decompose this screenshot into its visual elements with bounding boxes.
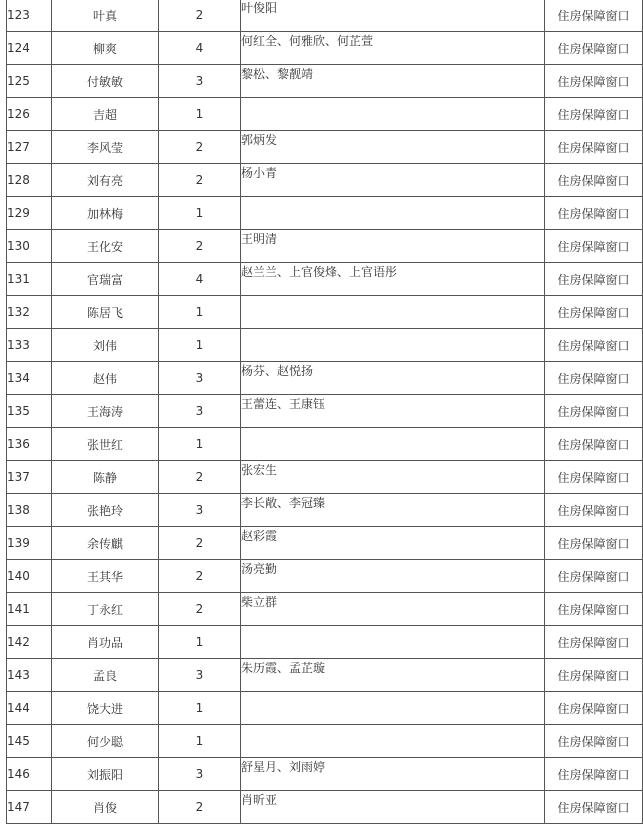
household-count-cell: 1 bbox=[159, 692, 241, 725]
table-row bbox=[7, 758, 643, 791]
applicant-table bbox=[6, 0, 643, 824]
family-members-cell: 赵兰兰、上官俊烽、上官语彤 bbox=[241, 263, 545, 296]
row-number-cell: 141 bbox=[7, 593, 52, 626]
service-window-cell: 住房保障窗口 bbox=[545, 560, 643, 593]
row-number-cell: 145 bbox=[7, 725, 52, 758]
row-number-cell: 128 bbox=[7, 164, 52, 197]
household-count-cell: 1 bbox=[159, 197, 241, 230]
service-window-cell: 住房保障窗口 bbox=[545, 98, 643, 131]
table-row bbox=[7, 659, 643, 692]
family-members-cell: 杨小青 bbox=[241, 164, 545, 197]
household-count-cell: 1 bbox=[159, 98, 241, 131]
table-row bbox=[7, 98, 643, 131]
family-members-cell: 肖昕亚 bbox=[241, 791, 545, 824]
service-window-cell: 住房保障窗口 bbox=[545, 362, 643, 395]
table-row bbox=[7, 296, 643, 329]
applicant-name-cell: 吉超 bbox=[52, 98, 159, 131]
row-number-cell: 123 bbox=[7, 0, 52, 32]
applicant-name-cell: 王海涛 bbox=[52, 395, 159, 428]
household-count-cell: 1 bbox=[159, 626, 241, 659]
household-count-cell: 4 bbox=[159, 32, 241, 65]
family-members-cell bbox=[241, 692, 545, 725]
applicant-name-cell: 王其华 bbox=[52, 560, 159, 593]
applicant-name-cell: 肖俊 bbox=[52, 791, 159, 824]
family-members-cell: 张宏生 bbox=[241, 461, 545, 494]
table-row bbox=[7, 0, 643, 32]
applicant-name-cell: 余传麒 bbox=[52, 527, 159, 560]
household-count-cell: 2 bbox=[159, 461, 241, 494]
row-number-cell: 124 bbox=[7, 32, 52, 65]
table-row bbox=[7, 527, 643, 560]
service-window-cell: 住房保障窗口 bbox=[545, 758, 643, 791]
applicant-name-cell: 刘振阳 bbox=[52, 758, 159, 791]
service-window-cell: 住房保障窗口 bbox=[545, 164, 643, 197]
table-row bbox=[7, 197, 643, 230]
service-window-cell: 住房保障窗口 bbox=[545, 263, 643, 296]
household-count-cell: 2 bbox=[159, 131, 241, 164]
family-members-cell: 郭炳发 bbox=[241, 131, 545, 164]
household-count-cell: 2 bbox=[159, 230, 241, 263]
applicant-name-cell: 柳爽 bbox=[52, 32, 159, 65]
applicant-name-cell: 肖功品 bbox=[52, 626, 159, 659]
service-window-cell: 住房保障窗口 bbox=[545, 626, 643, 659]
row-number-cell: 127 bbox=[7, 131, 52, 164]
service-window-cell: 住房保障窗口 bbox=[545, 395, 643, 428]
family-members-cell: 赵彩霞 bbox=[241, 527, 545, 560]
service-window-cell: 住房保障窗口 bbox=[545, 461, 643, 494]
applicant-name-cell: 何少聪 bbox=[52, 725, 159, 758]
family-members-cell: 黎松、黎靓靖 bbox=[241, 65, 545, 98]
household-count-cell: 3 bbox=[159, 758, 241, 791]
applicant-name-cell: 张艳玲 bbox=[52, 494, 159, 527]
row-number-cell: 132 bbox=[7, 296, 52, 329]
family-members-cell: 柴立群 bbox=[241, 593, 545, 626]
family-members-cell bbox=[241, 98, 545, 131]
service-window-cell: 住房保障窗口 bbox=[545, 659, 643, 692]
family-members-cell bbox=[241, 329, 545, 362]
applicant-name-cell: 李风莹 bbox=[52, 131, 159, 164]
household-count-cell: 2 bbox=[159, 527, 241, 560]
table-row bbox=[7, 263, 643, 296]
service-window-cell: 住房保障窗口 bbox=[545, 725, 643, 758]
table-row bbox=[7, 65, 643, 98]
service-window-cell: 住房保障窗口 bbox=[545, 791, 643, 824]
row-number-cell: 135 bbox=[7, 395, 52, 428]
table-row bbox=[7, 395, 643, 428]
row-number-cell: 126 bbox=[7, 98, 52, 131]
family-members-cell bbox=[241, 197, 545, 230]
family-members-cell bbox=[241, 725, 545, 758]
row-number-cell: 125 bbox=[7, 65, 52, 98]
row-number-cell: 136 bbox=[7, 428, 52, 461]
table-row bbox=[7, 362, 643, 395]
household-count-cell: 1 bbox=[159, 329, 241, 362]
family-members-cell bbox=[241, 296, 545, 329]
applicant-name-cell: 陈居飞 bbox=[52, 296, 159, 329]
applicant-name-cell: 叶真 bbox=[52, 0, 159, 32]
table-row bbox=[7, 131, 643, 164]
table-row bbox=[7, 626, 643, 659]
applicant-name-cell: 付敏敏 bbox=[52, 65, 159, 98]
service-window-cell: 住房保障窗口 bbox=[545, 32, 643, 65]
table-row bbox=[7, 725, 643, 758]
family-members-cell: 何红全、何雅欣、何芷萱 bbox=[241, 32, 545, 65]
household-count-cell: 1 bbox=[159, 296, 241, 329]
family-members-cell: 王蕾连、王康钰 bbox=[241, 395, 545, 428]
service-window-cell: 住房保障窗口 bbox=[545, 692, 643, 725]
row-number-cell: 134 bbox=[7, 362, 52, 395]
table-row bbox=[7, 329, 643, 362]
row-number-cell: 142 bbox=[7, 626, 52, 659]
family-members-cell: 杨芬、赵悦扬 bbox=[241, 362, 545, 395]
applicant-name-cell: 丁永红 bbox=[52, 593, 159, 626]
table-row bbox=[7, 560, 643, 593]
row-number-cell: 133 bbox=[7, 329, 52, 362]
household-count-cell: 2 bbox=[159, 791, 241, 824]
household-count-cell: 2 bbox=[159, 560, 241, 593]
household-count-cell: 3 bbox=[159, 494, 241, 527]
table-row bbox=[7, 593, 643, 626]
row-number-cell: 131 bbox=[7, 263, 52, 296]
table-row bbox=[7, 230, 643, 263]
row-number-cell: 143 bbox=[7, 659, 52, 692]
row-number-cell: 130 bbox=[7, 230, 52, 263]
household-count-cell: 2 bbox=[159, 593, 241, 626]
row-number-cell: 138 bbox=[7, 494, 52, 527]
applicant-name-cell: 陈静 bbox=[52, 461, 159, 494]
family-members-cell: 朱历霞、孟芷璇 bbox=[241, 659, 545, 692]
table-body bbox=[7, 0, 643, 824]
service-window-cell: 住房保障窗口 bbox=[545, 428, 643, 461]
service-window-cell: 住房保障窗口 bbox=[545, 527, 643, 560]
household-count-cell: 3 bbox=[159, 395, 241, 428]
table-row bbox=[7, 494, 643, 527]
row-number-cell: 140 bbox=[7, 560, 52, 593]
household-count-cell: 1 bbox=[159, 428, 241, 461]
family-members-cell bbox=[241, 626, 545, 659]
table-row bbox=[7, 32, 643, 65]
household-count-cell: 4 bbox=[159, 263, 241, 296]
applicant-name-cell: 孟良 bbox=[52, 659, 159, 692]
applicant-name-cell: 王化安 bbox=[52, 230, 159, 263]
row-number-cell: 147 bbox=[7, 791, 52, 824]
row-number-cell: 137 bbox=[7, 461, 52, 494]
applicant-name-cell: 加林梅 bbox=[52, 197, 159, 230]
household-count-cell: 2 bbox=[159, 164, 241, 197]
family-members-cell: 叶俊阳 bbox=[241, 0, 545, 32]
table-row bbox=[7, 791, 643, 824]
applicant-name-cell: 官瑞富 bbox=[52, 263, 159, 296]
family-members-cell: 舒星月、刘雨婷 bbox=[241, 758, 545, 791]
service-window-cell: 住房保障窗口 bbox=[545, 230, 643, 263]
household-count-cell: 3 bbox=[159, 65, 241, 98]
household-count-cell: 2 bbox=[159, 0, 241, 32]
household-count-cell: 1 bbox=[159, 725, 241, 758]
applicant-name-cell: 饶大进 bbox=[52, 692, 159, 725]
service-window-cell: 住房保障窗口 bbox=[545, 593, 643, 626]
service-window-cell: 住房保障窗口 bbox=[545, 65, 643, 98]
family-members-cell bbox=[241, 428, 545, 461]
row-number-cell: 129 bbox=[7, 197, 52, 230]
service-window-cell: 住房保障窗口 bbox=[545, 197, 643, 230]
table-row bbox=[7, 692, 643, 725]
service-window-cell: 住房保障窗口 bbox=[545, 0, 643, 32]
household-count-cell: 3 bbox=[159, 362, 241, 395]
family-members-cell: 王明清 bbox=[241, 230, 545, 263]
row-number-cell: 144 bbox=[7, 692, 52, 725]
table-row bbox=[7, 164, 643, 197]
service-window-cell: 住房保障窗口 bbox=[545, 296, 643, 329]
household-count-cell: 3 bbox=[159, 659, 241, 692]
row-number-cell: 146 bbox=[7, 758, 52, 791]
applicant-name-cell: 刘伟 bbox=[52, 329, 159, 362]
family-members-cell: 汤亮勤 bbox=[241, 560, 545, 593]
applicant-name-cell: 赵伟 bbox=[52, 362, 159, 395]
service-window-cell: 住房保障窗口 bbox=[545, 131, 643, 164]
row-number-cell: 139 bbox=[7, 527, 52, 560]
table-row bbox=[7, 461, 643, 494]
applicant-name-cell: 张世红 bbox=[52, 428, 159, 461]
service-window-cell: 住房保障窗口 bbox=[545, 329, 643, 362]
table-row bbox=[7, 428, 643, 461]
family-members-cell: 李长敞、李冠臻 bbox=[241, 494, 545, 527]
service-window-cell: 住房保障窗口 bbox=[545, 494, 643, 527]
applicant-name-cell: 刘有亮 bbox=[52, 164, 159, 197]
